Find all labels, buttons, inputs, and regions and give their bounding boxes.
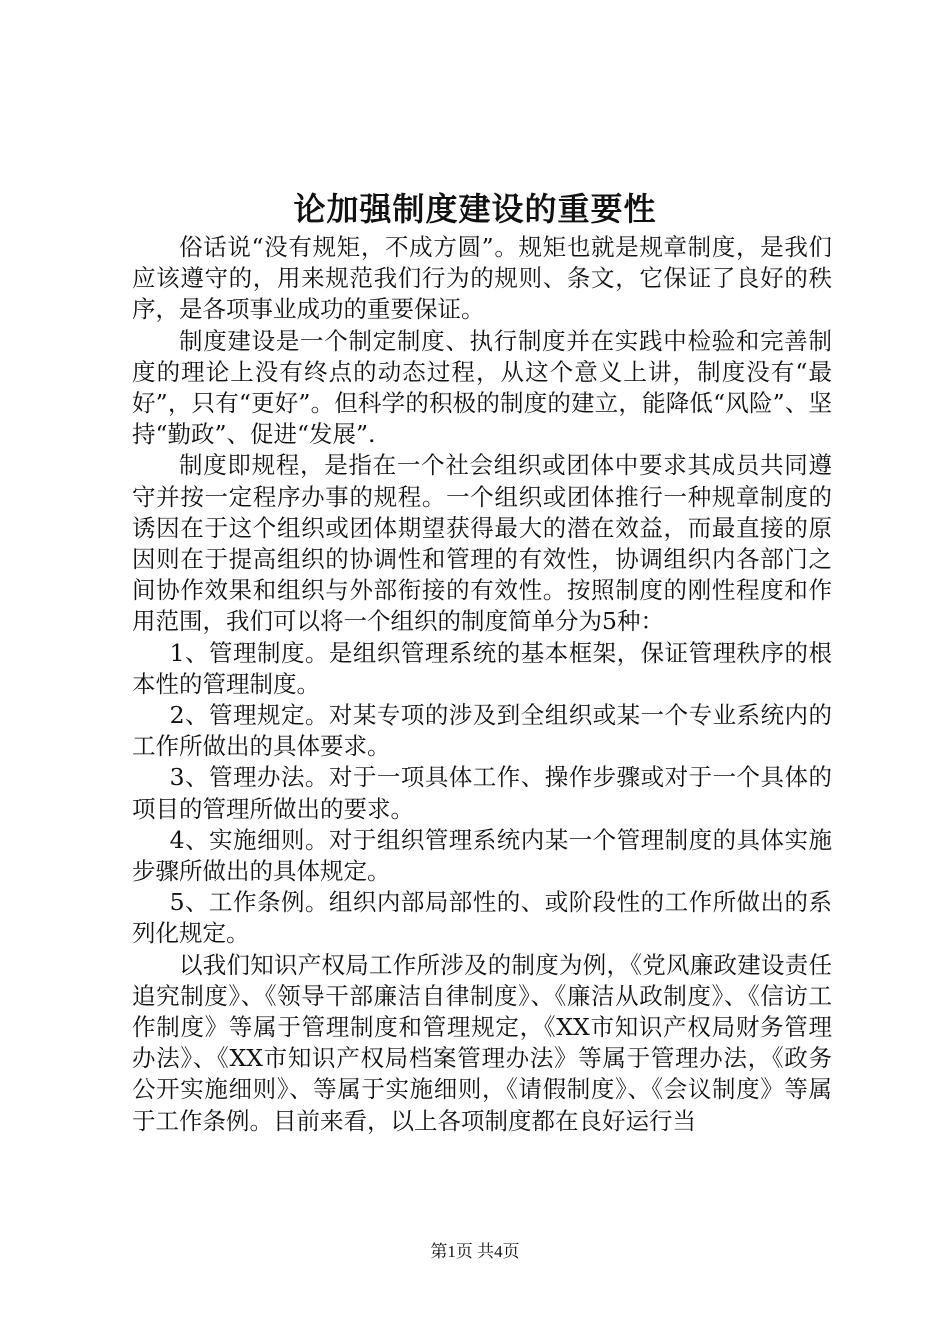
list-item: 2、管理规定。对某专项的涉及到全组织或某一个专业系统内的工作所做出的具体要求。 [132, 701, 832, 761]
paragraph-definition: 制度即规程，是指在一个社会组织或团体中要求其成员共同遵守并按一定程序办事的规程。一个组织或团体推行一种规章制度的诱因在于这个组织或团体期望获得最大的潜在效益，而最直接的原因则在于提高组织的协调性和管理的有效性，协调组织内各部门之间协作效果和组织与外部衔接的有效性。按照制度的刚性程度和作用范围，我们可以将一个组织的制度简单分为5种： [132, 451, 832, 636]
paragraph-intro: 俗话说“没有规矩，不成方圆”。规矩也就是规章制度，是我们应该遵守的，用来规范我们行为的规则、条文，它保证了良好的秩序，是各项事业成功的重要保证。 [132, 233, 832, 324]
list-item: 1、管理制度。是组织管理系统的基本框架，保证管理秩序的根本性的管理制度。 [132, 638, 832, 698]
page-number: 第1页 共4页 [430, 1242, 520, 1261]
list-item: 4、实施细则。对于组织管理系统内某一个管理制度的具体实施步骤所做出的具体规定。 [132, 825, 832, 886]
paragraph-process: 制度建设是一个制定制度、执行制度并在实践中检验和完善制度的理论上没有终点的动态过程，从这个意义上讲，制度没有“最好”，只有“更好”。但科学的积极的制度的建立，能降低“风险”、坚持“勤政”、促进“发展”. [132, 326, 832, 449]
list-item: 3、管理办法。对于一项具体工作、操作步骤或对于一个具体的项目的管理所做出的要求。 [132, 763, 832, 823]
list-item: 5、工作条例。组织内部局部性的、或阶段性的工作所做出的系列化规定。 [132, 888, 832, 948]
paragraph-example: 以我们知识产权局工作所涉及的制度为例，《党风廉政建设责任追究制度》、《领导干部廉洁自律制度》、《廉洁从政制度》、《信访工作制度》等属于管理制度和管理规定，《XX市知识产权局财务管理办法》、《XX市知识产权局档案管理办法》等属于管理办法，《政务公开实施细则》、等属于实施细则，《请假制度》、《会议制度》等属于工作条例。目前来看，以上各项制度都在良好运行当 [132, 950, 832, 1135]
document-body [132, 232, 832, 1137]
document-title: 论加强制度建设的重要性 [293, 190, 657, 228]
